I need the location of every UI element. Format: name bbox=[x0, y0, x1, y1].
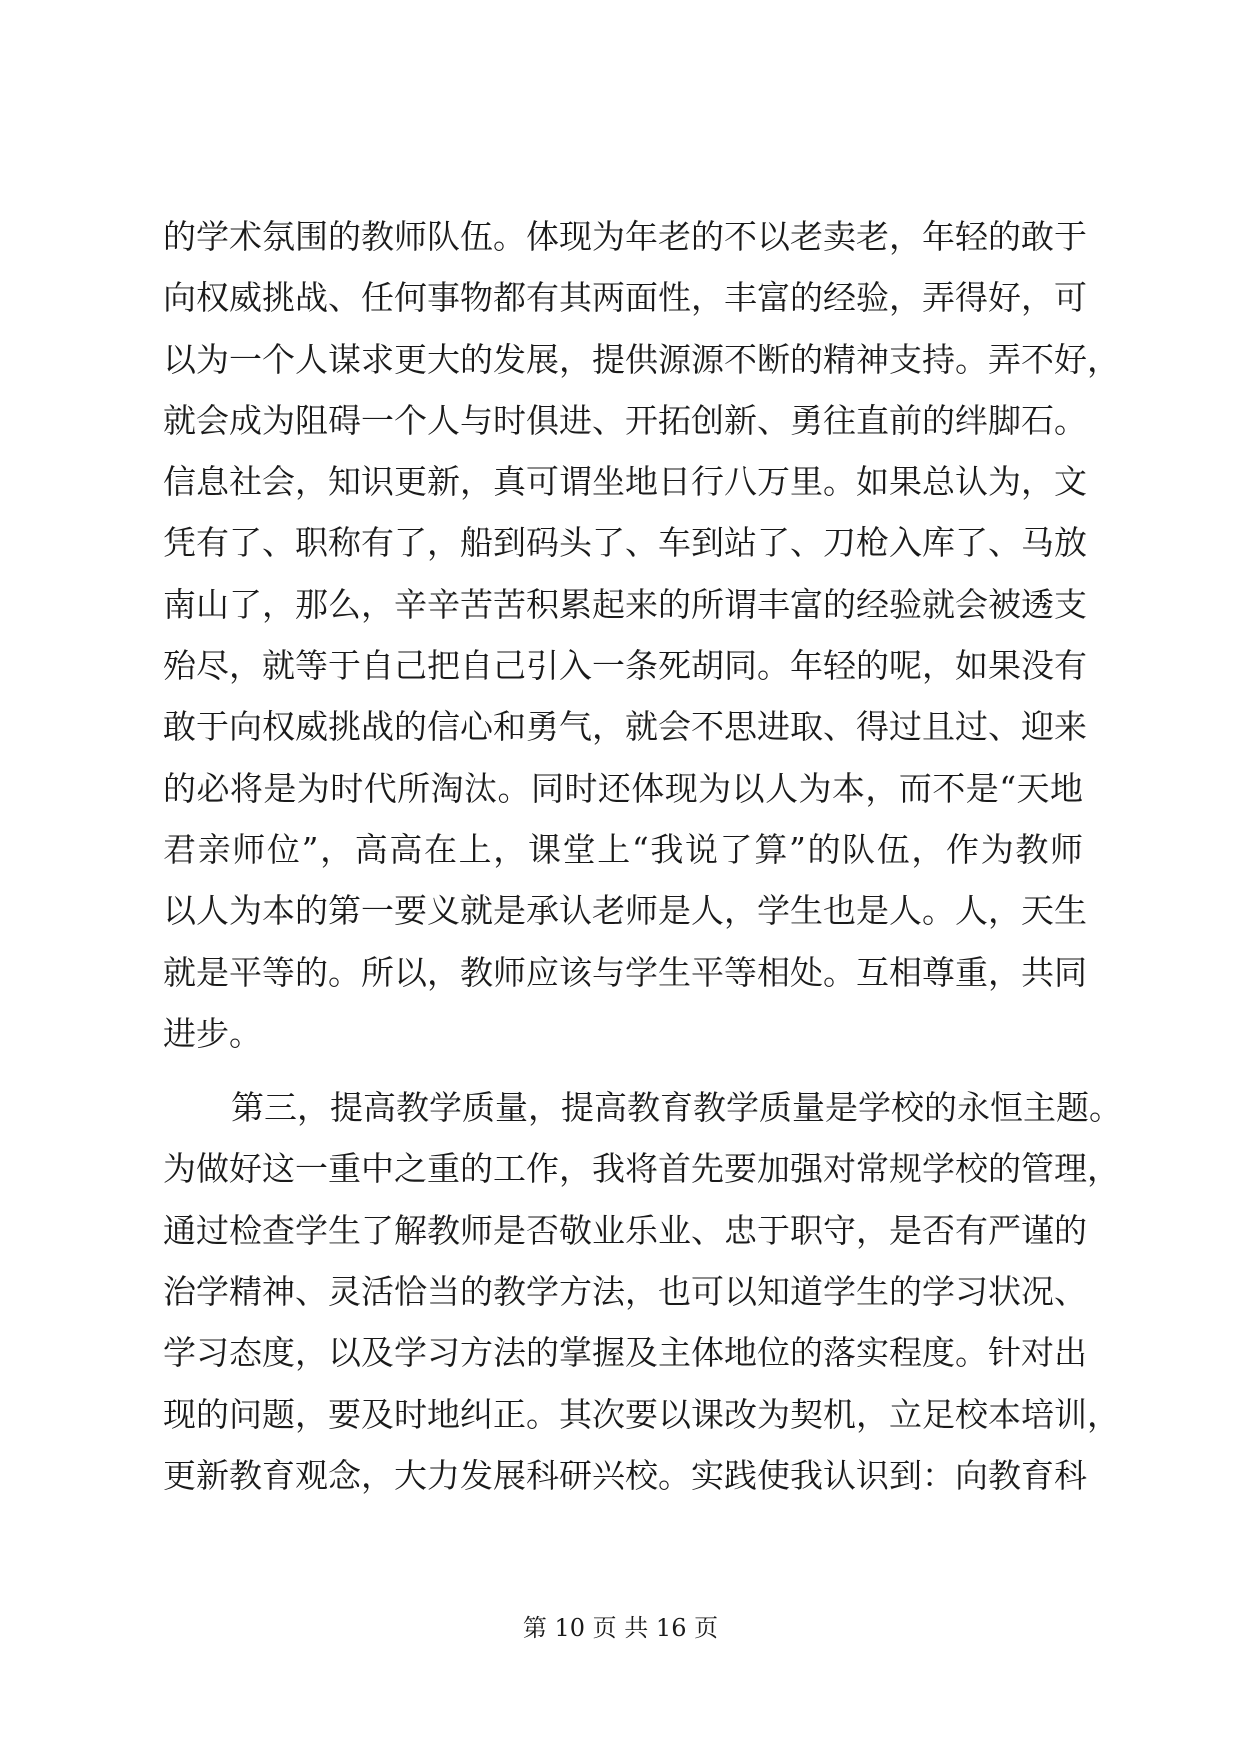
text-line: 凭有了、职称有了，船到码头了、车到站了、刀枪入库了、马放 bbox=[163, 523, 1087, 563]
text-line: 就会成为阻碍一个人与时俱进、开拓创新、勇往直前的绊脚石。 bbox=[163, 400, 1087, 440]
text-line: 就是平等的。所以，教师应该与学生平等相处。互相尊重，共同 bbox=[163, 952, 1087, 992]
text-line: 的必将是为时代所淘汰。同时还体现为以人为本，而不是“天地 bbox=[163, 768, 1083, 808]
text-line: 殆尽，就等于自己把自己引入一条死胡同。年轻的呢，如果没有 bbox=[163, 646, 1087, 686]
text-line: 南山了，那么，辛辛苦苦积累起来的所谓丰富的经验就会被透支 bbox=[163, 584, 1087, 624]
text-line: 学习态度，以及学习方法的掌握及主体地位的落实程度。针对出 bbox=[163, 1333, 1087, 1373]
text-line: 通过检查学生了解教师是否敬业乐业、忠于职守，是否有严谨的 bbox=[163, 1210, 1087, 1250]
text-line: 君亲师位”，高高在上，课堂上“我说了算”的队伍，作为教师 bbox=[163, 829, 1083, 869]
text-line: 敢于向权威挑战的信心和勇气，就会不思进取、得过且过、迎来 bbox=[163, 707, 1087, 747]
text-line: 现的问题，要及时地纠正。其次要以课改为契机，立足校本培训， bbox=[163, 1394, 1120, 1434]
text-line: 第三，提高教学质量，提高教育教学质量是学校的永恒主题。 bbox=[231, 1088, 1122, 1128]
document-body bbox=[163, 206, 1122, 1506]
paragraph-2 bbox=[163, 1077, 1122, 1506]
text-line: 信息社会，知识更新，真可谓坐地日行八万里。如果总认为，文 bbox=[163, 462, 1087, 502]
text-line: 为做好这一重中之重的工作，我将首先要加强对常规学校的管理， bbox=[163, 1149, 1120, 1189]
text-line: 治学精神、灵活恰当的教学方法，也可以知道学生的学习状况、 bbox=[163, 1272, 1087, 1312]
text-line: 进步。 bbox=[163, 1013, 262, 1053]
text-line: 以为一个人谋求更大的发展，提供源源不断的精神支持。弄不好， bbox=[163, 339, 1120, 379]
text-line: 以人为本的第一要义就是承认老师是人，学生也是人。人，天生 bbox=[163, 891, 1087, 931]
text-line: 向权威挑战、任何事物都有其两面性，丰富的经验，弄得好，可 bbox=[163, 278, 1087, 318]
text-line: 更新教育观念，大力发展科研兴校。实践使我认识到：向教育科 bbox=[163, 1455, 1087, 1495]
paragraph-gap bbox=[163, 1064, 1083, 1077]
page-number-footer: 第 10 页 共 16 页 bbox=[522, 1614, 719, 1642]
text-line: 的学术氛围的教师队伍。体现为年老的不以老卖老，年轻的敢于 bbox=[163, 217, 1087, 256]
paragraph-1 bbox=[163, 206, 1120, 1064]
